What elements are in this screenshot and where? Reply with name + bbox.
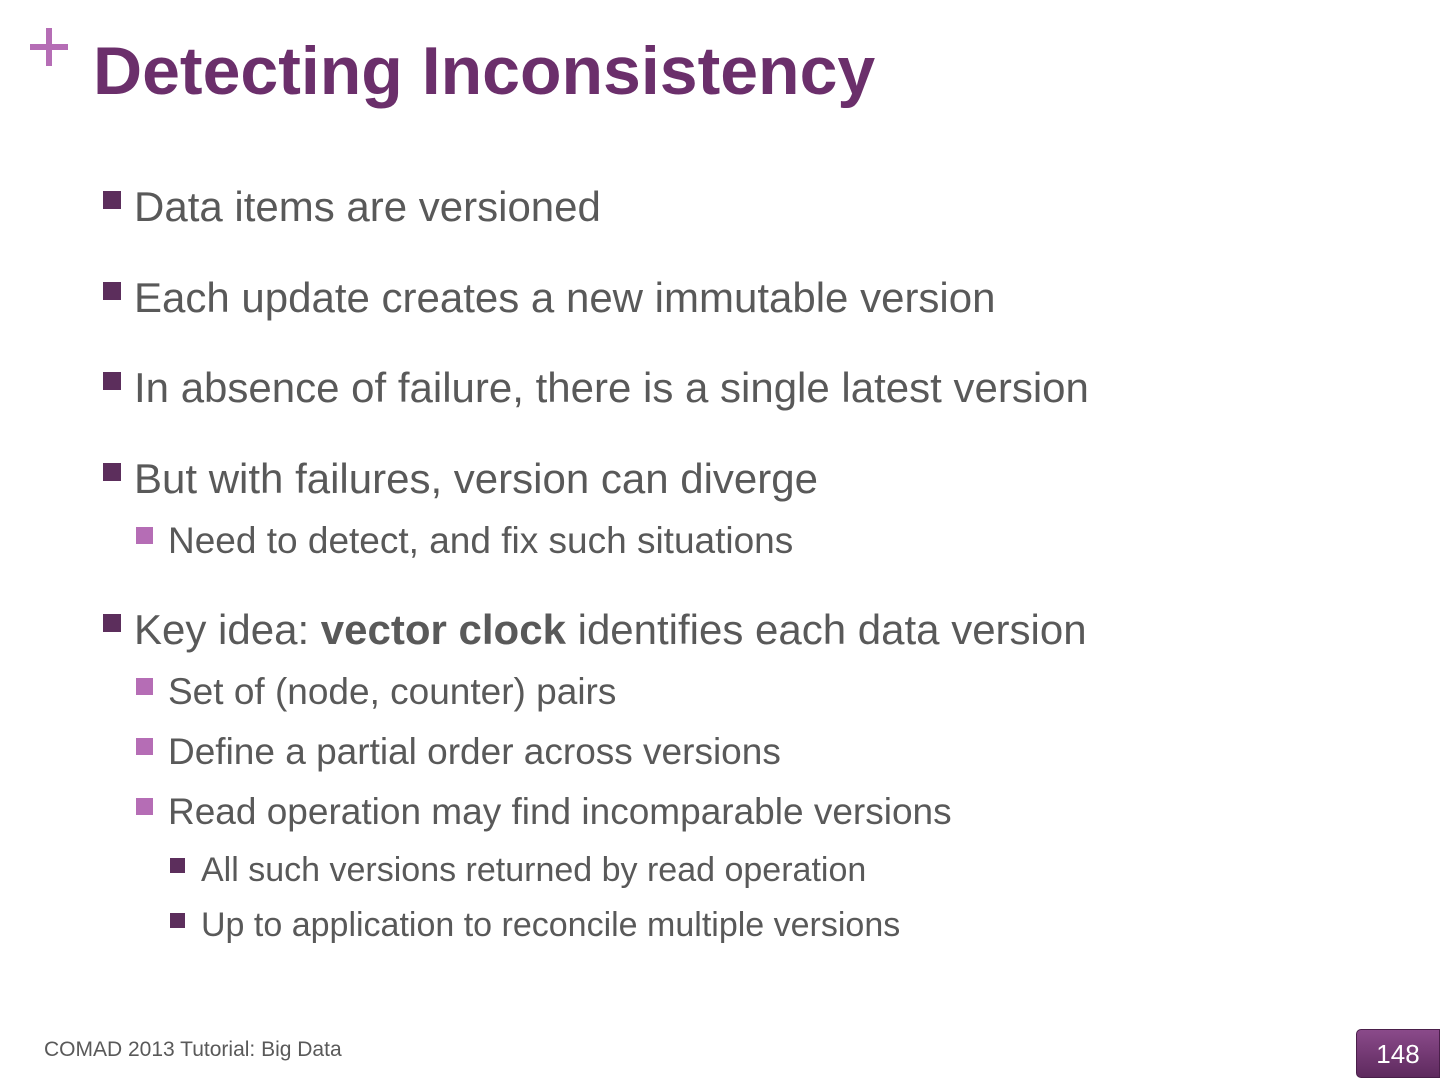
bullet-square-icon [103,282,121,300]
bullet-text: Need to detect, and fix such situations [168,520,794,561]
bullet-square-icon [136,527,153,544]
plus-icon [30,28,68,66]
bullet-square-icon [103,372,121,390]
bullet-text: Up to application to reconcile multiple versions [201,906,901,944]
bullet-text-emphasis: vector clock [320,606,566,653]
bullet-text [134,605,1087,655]
bullet-square-icon [103,463,121,481]
bullet-square-icon [136,798,153,815]
footer-text: COMAD 2013 Tutorial: Big Data [44,1038,342,1061]
page-number-badge: 148 [1356,1029,1440,1078]
slide-title: Detecting Inconsistency [93,33,876,109]
bullet-text: In absence of failure, there is a single latest version [134,364,1089,411]
bullet-text: All such versions returned by read operation [201,851,867,889]
bullet-text: But with failures, version can diverge [134,455,818,502]
bullet-text: Read operation may find incomparable versions [168,791,952,832]
bullet-text: Data items are versioned [134,183,601,230]
bullet-square-icon [103,614,121,632]
bullet-square-icon [170,858,185,873]
bullet-square-icon [136,738,153,755]
bullet-text-lead: Key idea: [134,606,321,653]
bullet-square-icon [170,913,185,928]
bullet-text: Define a partial order across versions [168,731,781,772]
bullet-text-tail: identifies each data version [565,606,1087,653]
bullet-text: Set of (node, counter) pairs [168,671,617,712]
bullet-text: Each update creates a new immutable version [134,274,996,321]
bullet-square-icon [136,678,153,695]
bullet-square-icon [103,191,121,209]
